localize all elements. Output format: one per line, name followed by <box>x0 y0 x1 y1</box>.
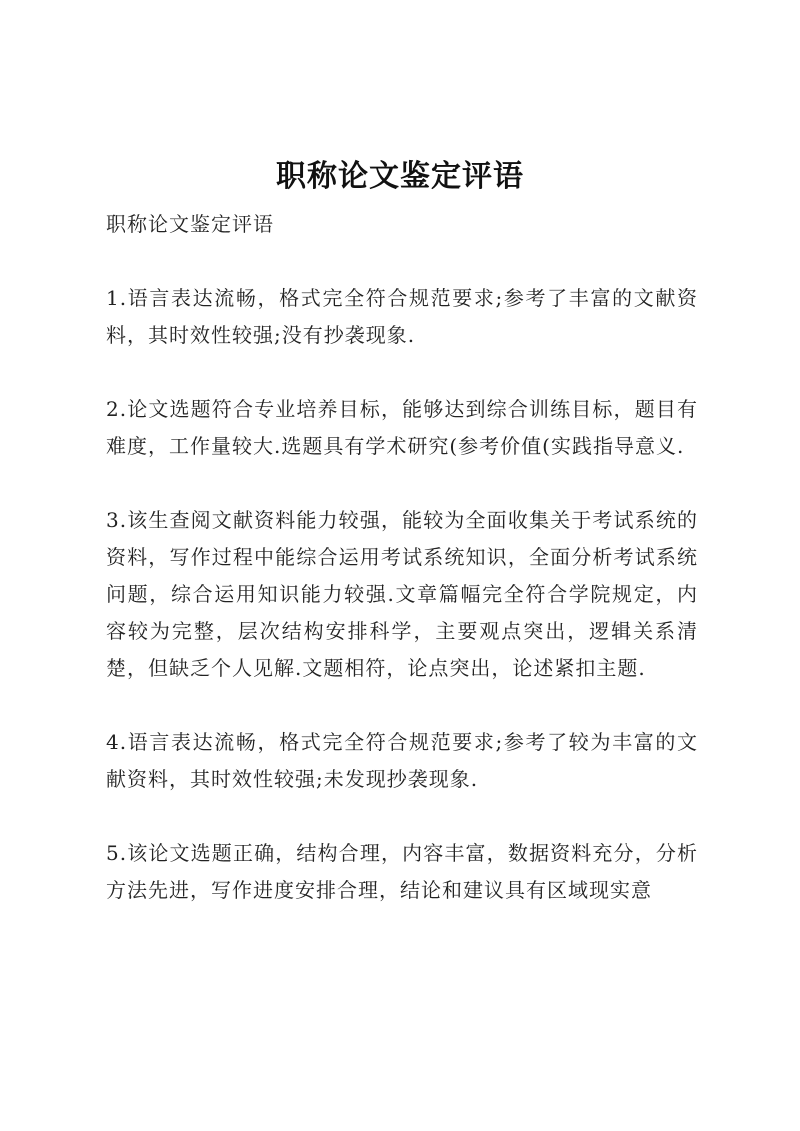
comment-paragraph-1: 1.语言表达流畅，格式完全符合规范要求;参考了丰富的文献资料，其时效性较强;没有抄袭现象. <box>106 286 698 347</box>
subtitle-paragraph: 职称论文鉴定评语 <box>106 212 274 236</box>
document-body <box>106 206 698 946</box>
comment-paragraph-5: 5.该论文选题正确，结构合理，内容丰富，数据资料充分，分析方法先进，写作进度安排合理，结论和建议具有区域现实意 <box>106 841 698 902</box>
document-title: 职称论文鉴定评语 <box>276 159 524 194</box>
comment-paragraph-4: 4.语言表达流畅，格式完全符合规范要求;参考了较为丰富的文献资料，其时效性较强;未发现抄袭现象. <box>106 730 698 791</box>
comment-paragraph-3: 3.该生查阅文献资料能力较强，能较为全面收集关于考试系统的资料，写作过程中能综合运用考试系统知识，全面分析考试系统问题，综合运用知识能力较强.文章篇幅完全符合学院规定，内容较为完整，层次结构安排科学，主要观点突出，逻辑关系清楚，但缺乏个人见解.文题相符，论点突出，论述紧扣主题. <box>106 508 698 680</box>
comment-paragraph-2: 2.论文选题符合专业培养目标，能够达到综合训练目标，题目有难度，工作量较大.选题具有学术研究(参考价值(实践指导意义. <box>106 397 698 458</box>
